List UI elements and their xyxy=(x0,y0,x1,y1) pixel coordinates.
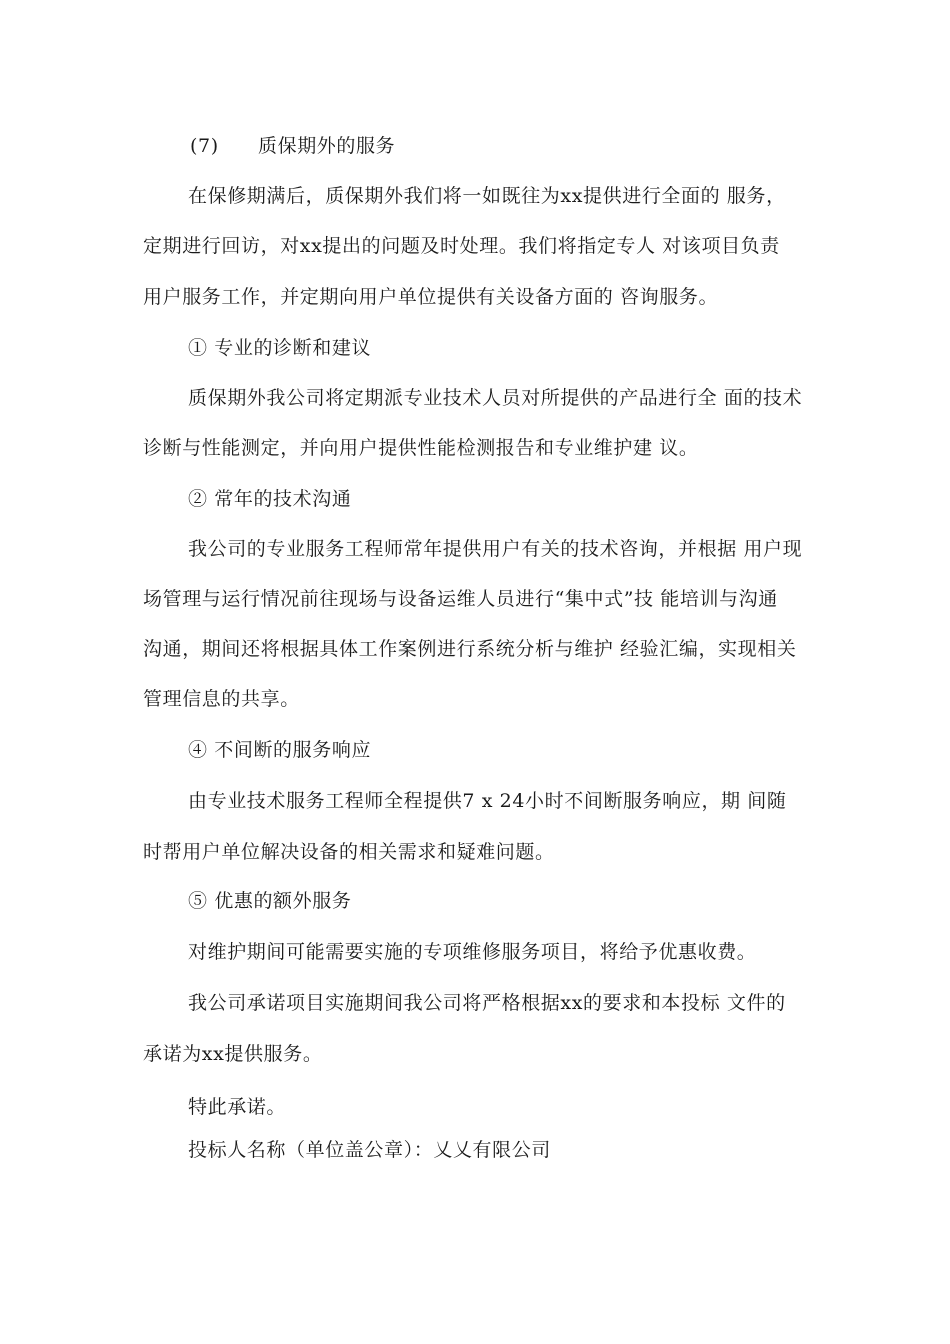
section-title: 质保期外的服务 xyxy=(258,135,396,157)
item2-line-1: 我公司的专业服务工程师常年提供用户有关的技术咨询，并根据 用户现 xyxy=(188,538,803,560)
intro-line-3: 用户服务工作，并定期向用户单位提供有关设备方面的 咨询服务。 xyxy=(143,286,719,308)
item5-line-1: 对维护期间可能需要实施的专项维修服务项目，将给予优惠收费。 xyxy=(188,941,757,963)
intro-line-2: 定期进行回访，对xx提出的问题及时处理。我们将指定专人 对该项目负责 xyxy=(143,235,780,257)
item4-line-2: 时帮用户单位解决设备的相关需求和疑难问题。 xyxy=(143,841,555,863)
item2-line-3: 沟通，期间还将根据具体工作案例进行系统分析与维护 经验汇编，实现相关 xyxy=(143,638,797,660)
item1-heading: ① 专业的诊断和建议 xyxy=(188,337,372,359)
item4-heading: ④ 不间断的服务响应 xyxy=(188,739,372,761)
closing-statement: 特此承诺。 xyxy=(188,1096,287,1118)
item1-line-2: 诊断与性能测定，并向用户提供性能检测报告和专业维护建 议。 xyxy=(143,437,699,459)
commitment-line-2: 承诺为xx提供服务。 xyxy=(143,1043,323,1065)
commitment-line-1: 我公司承诺项目实施期间我公司将严格根据xx的要求和本投标 文件的 xyxy=(188,992,786,1014)
item4-line-1: 由专业技术服务工程师全程提供7 x 24小时不间断服务响应，期 间随 xyxy=(188,790,787,812)
bidder-signature: 投标人名称（单位盖公章）：乂乂有限公司 xyxy=(188,1139,551,1161)
intro-line-1: 在保修期满后，质保期外我们将一如既往为xx提供进行全面的 服务， xyxy=(188,185,786,207)
item1-line-1: 质保期外我公司将定期派专业技术人员对所提供的产品进行全 面的技术 xyxy=(188,387,803,409)
item2-line-4: 管理信息的共享。 xyxy=(143,688,300,710)
section-heading xyxy=(190,134,395,158)
section-number: (7) xyxy=(190,135,219,157)
item5-heading: ⑤ 优惠的额外服务 xyxy=(188,890,352,912)
item2-heading: ② 常年的技术沟通 xyxy=(188,488,352,510)
item2-line-2: 场管理与运行情况前往现场与设备运维人员进行“集中式”技 能培训与沟通 xyxy=(143,588,778,610)
